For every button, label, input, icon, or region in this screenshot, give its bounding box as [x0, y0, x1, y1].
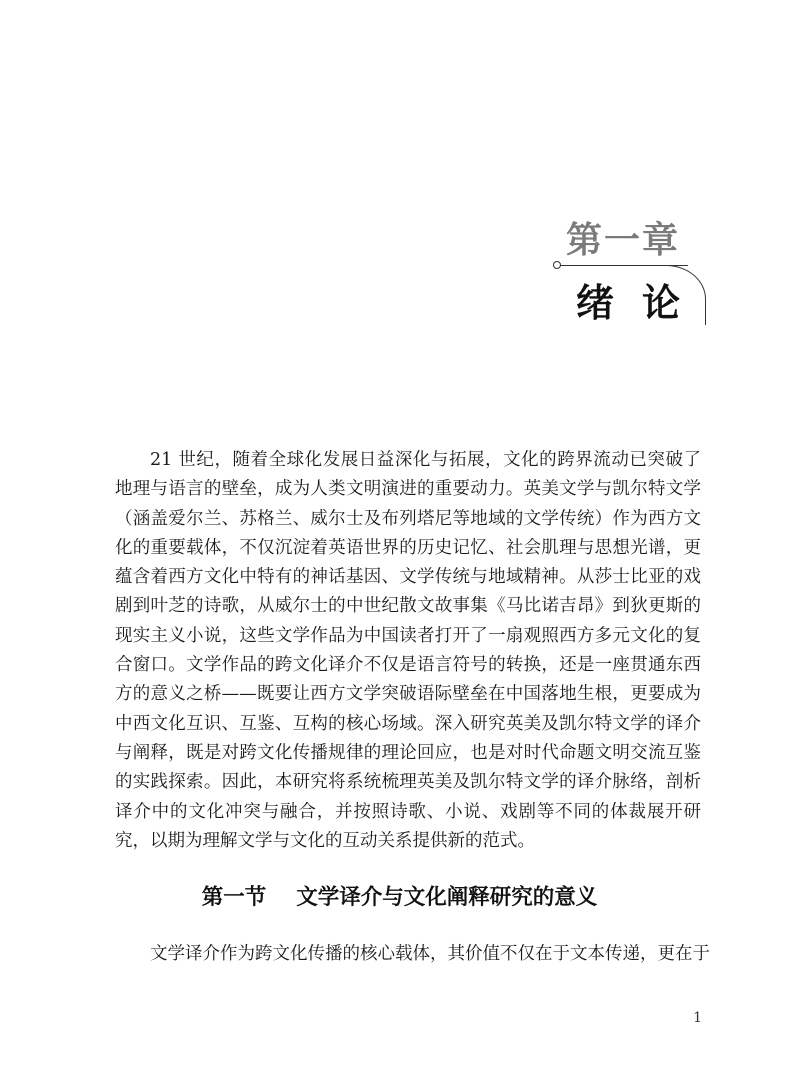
page-number: 1	[693, 1010, 702, 1026]
section-paragraph: 文学译介作为跨文化传播的核心载体，其价值不仅在于文本传递，更在于	[150, 944, 710, 964]
ring-ornament-icon	[553, 261, 561, 269]
chapter-heading	[548, 212, 718, 325]
intro-paragraph: 21 世纪，随着全球化发展日益深化与拓展，文化的跨界流动已突破了地理与语言的壁垒，成为人类文明演进的重要动力。英美文学与凯尔特文学（涵盖爱尔兰、苏格兰、威尔士及布列塔尼等地域的文学传统）作为西方文化的重要载体，不仅沉淀着英语世界的历史记忆、社会肌理与思想光谱，更蕴含着西方文化中特有的神话基因、文学传统与地域精神。从莎士比亚的戏剧到叶芝的诗歌，从威尔士的中世纪散文故事集《马比诺吉昂》到狄更斯的现实主义小说，这些文学作品为中国读者打开了一扇观照西方多元文化的复合窗口。文学作品的跨文化译介不仅是语言符号的转换，还是一座贯通东西方的意义之桥——既要让西方文学突破语际壁垒在中国落地生根，更要成为中西文化互识、互鉴、互构的核心场域。深入研究英美及凯尔特文学的译介与阐释，既是对跨文化传播规律的理论回应，也是对时代命题文明交流互鉴的实践探索。因此，本研究将系统梳理英美及凯尔特文学的译介脉络，剖析译介中的文化冲突与融合，并按照诗歌、小说、戏剧等不同的体裁展开研究，以期为理解文学与文化的互动关系提供新的范式。	[115, 450, 701, 851]
chapter-number: 第一章	[565, 220, 680, 261]
chapter-title: 绪论	[575, 281, 708, 325]
section-heading: 第一节 文学译介与文化阐释研究的意义	[201, 885, 598, 910]
